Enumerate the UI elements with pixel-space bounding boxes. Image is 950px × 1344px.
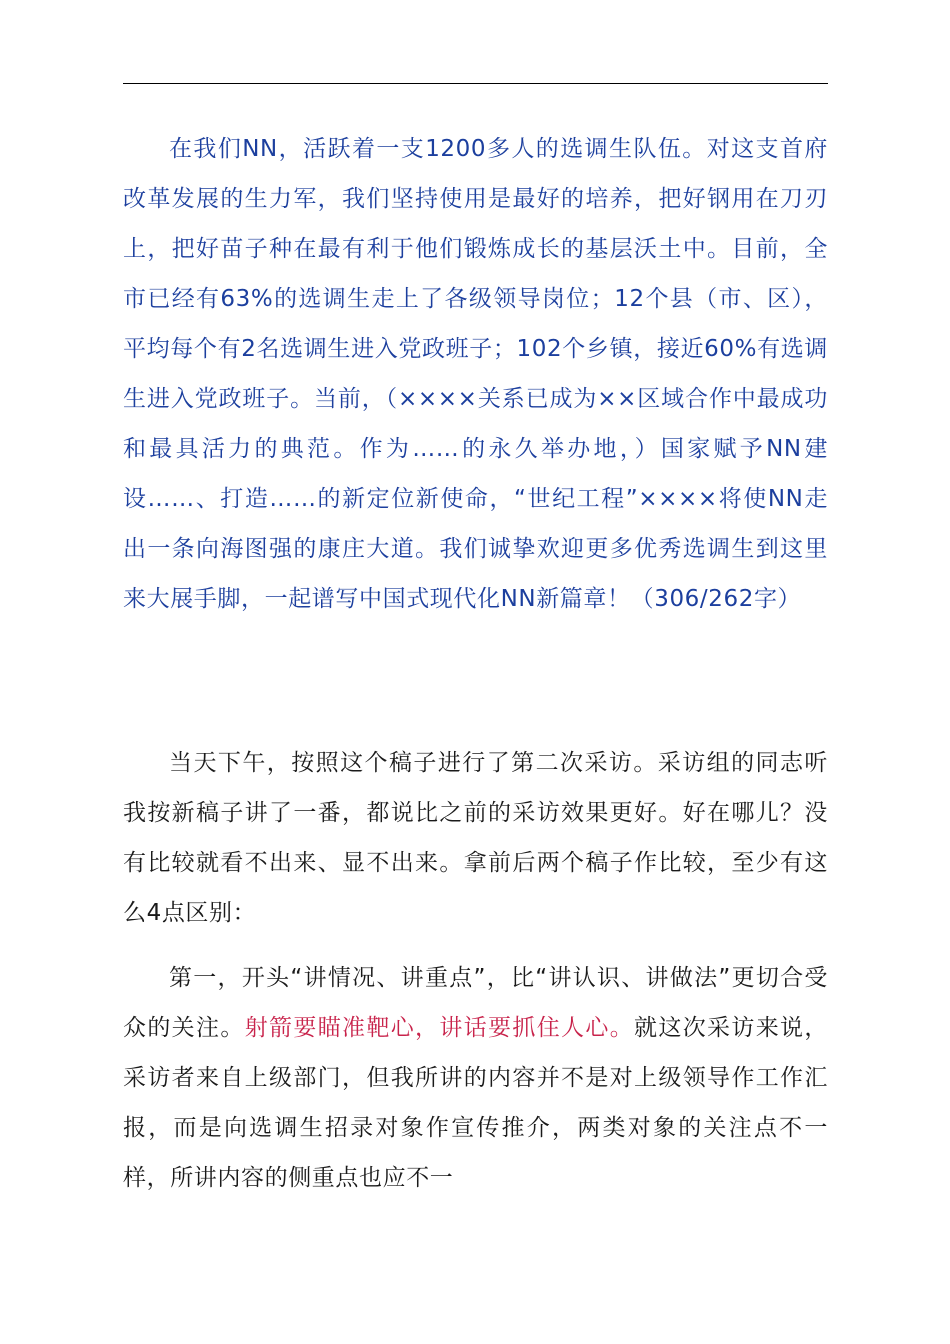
body-paragraph-second-interview: 当天下午，按照这个稿子进行了第二次采访。采访组的同志听我按新稿子讲了一番，都说比之前的采访效果更好。好在哪儿？没有比较就看不出来、显不出来。拿前后两个稿子作比较，至少有这么4点区别：: [123, 750, 828, 926]
point-one-explanation: 就这次采访来说，采访者来自上级部门，但我所讲的内容并不是对上级领导作工作汇报，而是向选调生招录对象作宣传推介，两类对象的关注点不一样，所讲内容的侧重点也应不一: [123, 1015, 828, 1191]
highlighted-maxim: 射箭要瞄准靶心，讲话要抓住人心。: [244, 1015, 635, 1041]
point-one-lead-text: 第一，开头“讲情况、讲重点”，比“讲认识、讲做法”更切合受众的关注。: [123, 965, 828, 1041]
body-paragraph-point-one: [123, 953, 828, 1203]
quoted-speech-paragraph: 在我们NN，活跃着一支1200多人的选调生队伍。对这支首府改革发展的生力军，我们坚持使用是最好的培养，把好钢用在刀刃上，把好苗子种在最有利于他们锻炼成长的基层沃土中。目前，全市已经有63%的选调生走上了各级领导岗位；12个县（市、区），平均每个有2名选调生进入党政班子；102个乡镇，接近60%有选调生进入党政班子。当前，（××××关系已成为××区域合作中最成功和最具活力的典范。作为……的永久举办地，）国家赋予NN建设……、打造……的新定位新使命，“世纪工程”××××将使NN走出一条向海图强的康庄大道。我们诚挚欢迎更多优秀选调生到这里来大展手脚，一起谱写中国式现代化NN新篇章！（306/262字）: [123, 136, 828, 612]
header-rule: [123, 83, 828, 84]
